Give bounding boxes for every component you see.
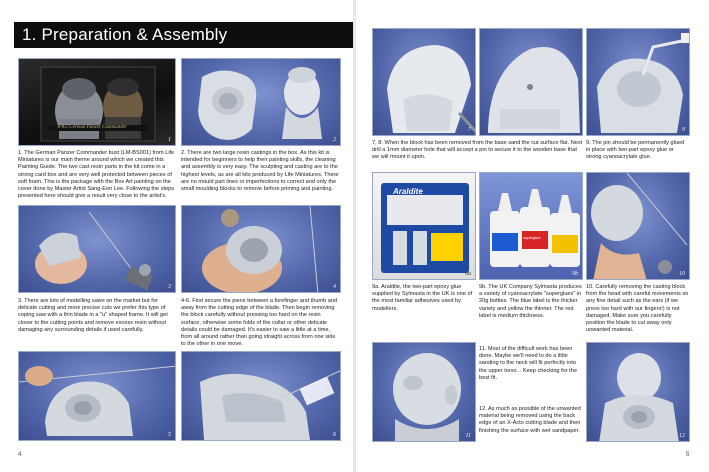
photo-4-holding-piece: [181, 205, 341, 293]
photo-1-box-art: [18, 58, 176, 146]
photo-number: 9a: [465, 271, 471, 277]
photo-number: 3: [168, 284, 171, 290]
photo-number: 6: [333, 432, 336, 438]
page-number-left: 4: [18, 452, 22, 458]
sawing-illustration: [19, 352, 176, 441]
photo-8-drilling: [479, 28, 583, 136]
removing-block-illustration: [587, 173, 690, 280]
photo-number: 11: [465, 433, 471, 439]
caption-2: 2. There are two large resin castings in the box. As this kit is intended for beginners to help their painting skills, the cleaning and assembly is very easy. The sculpting and casting are to the highest levels, as are all kits produced by Life Miniatures. There are no mould part lines or imperfections to correct and only the small moulding blocks to remove before priming and painting.: [181, 150, 339, 193]
photo-11-head-fit: [372, 342, 476, 442]
photo-number: 9b: [572, 271, 578, 277]
photo-9a-araldite: [372, 172, 476, 280]
araldite-package-illustration: [373, 173, 476, 280]
photo-5-sawing: [18, 351, 176, 441]
photo-10-removing-block: [586, 172, 690, 280]
box-art-text: WW2 German Panzer Commander: [57, 125, 127, 130]
page-gutter: [353, 0, 356, 472]
photo-number: 2: [333, 137, 336, 143]
caption-9a: 9a. Araldite, the two-part epoxy glue supplied by Sylmasta in the UK is one of the most familiar adhesives used by modellers.: [372, 284, 473, 312]
section-title: 1. Preparation & Assembly: [22, 25, 228, 44]
holding-piece-illustration: [182, 206, 341, 293]
head-fit-illustration: [373, 343, 476, 442]
sanding-illustration: [373, 29, 476, 136]
photo-12-final-bust: [586, 342, 690, 442]
photo-6-sawing-detail: [181, 351, 341, 441]
caption-1: 1. The German Panzer Commander bust (LM-BS001) from Life Miniatures is our main theme around which we created this Painting Guide. The two cast resin parts in the kit come in a strong card box and are very well protected between pieces of soft foam. This is the package with the Box Art painting on the cover done by Master Artist Sang-Eon Lee. Following the steps presented here should give a result very close to the artist's.: [18, 150, 175, 200]
resin-castings-illustration: [182, 59, 341, 146]
araldite-label: Araldite: [393, 187, 423, 196]
photo-number: 8: [575, 127, 578, 133]
caption-12: 12. As much as possible of the unwanted material being removed using the back edge of an X-Acto cutting blade and then finishing the surface with wet sandpaper.: [479, 406, 581, 434]
photo-number: 10: [679, 271, 685, 277]
drilling-illustration: [480, 29, 583, 136]
final-bust-illustration: [587, 343, 690, 442]
caption-7-8: 7, 8. When the block has been removed from the base sand the cut surface flat. Next drill a 1mm diameter hole that will accept a pin to secure it to the wooden base that we will mount it upon.: [372, 140, 583, 161]
photo-9b-superglue: [479, 172, 583, 280]
page-number-right: 5: [686, 452, 690, 458]
caption-9b: 9b. The UK Company Sylmasta produces a variety of cyanoacrylate "superglues" in 20g bottles. The blue label is the thicker variety and yellow the thinner. The red label is medium thickness.: [479, 284, 582, 319]
photo-3-coping-saw: [18, 205, 176, 293]
photo-number: 1: [168, 137, 171, 143]
caption-3: 3. There are lots of modelling saws on the market but for delicate cutting and more precise cuts we prefer this type of coping saw with a thin blade in a "u" shaped frame. It will get closer to the cutting points and remove excess resin without damaging any surrounding details if used carefully.: [18, 298, 168, 333]
coping-saw-illustration: [19, 206, 176, 293]
photo-number: 9: [682, 127, 685, 133]
caption-11: 11. Most of the difficult work has been done. Maybe we'll need to do a little sanding to the neck will fit perfectly into the upper torso... Keep checking for the best fit.: [479, 346, 577, 381]
caption-10: 10. Carefully removing the casting block from the head with careful movements so any fine detail such as the ears (if we press too hard with our fingers!) is not damaged. Make sure you carefully position the blade to cut away only unwanted material.: [586, 284, 689, 334]
sawing-detail-illustration: [182, 352, 341, 441]
caption-9: 9. The pin should be permanently glued in place with two-part epoxy glue or strong cyanoacrylate glue.: [586, 140, 685, 161]
superglue-bottles-illustration: [480, 173, 583, 280]
photo-number: 4: [333, 284, 336, 290]
caption-4-6: 4-6. First secure the piece between a forefinger and thumb and away from the cutting edge of the blade. Then begin removing the block carefully without pressing too hard on the resin surface, otherwise some folds of the collar or other delicate details could be damaged. It's easier to saw a little at a time, from all around rather than going straight across from one side to the other in one move.: [181, 298, 338, 348]
photo-number: 7: [468, 127, 471, 133]
box-art-illustration: [19, 59, 176, 146]
photo-9-pin-glued: [586, 28, 690, 136]
photo-number: 5: [168, 432, 171, 438]
photo-2-resin-castings: [181, 58, 341, 146]
superglue-label: superglue: [523, 235, 541, 240]
photo-number: 12: [679, 433, 685, 439]
photo-7-sanding: [372, 28, 476, 136]
section-title-bar: [14, 22, 354, 48]
pin-glued-illustration: [587, 29, 690, 136]
